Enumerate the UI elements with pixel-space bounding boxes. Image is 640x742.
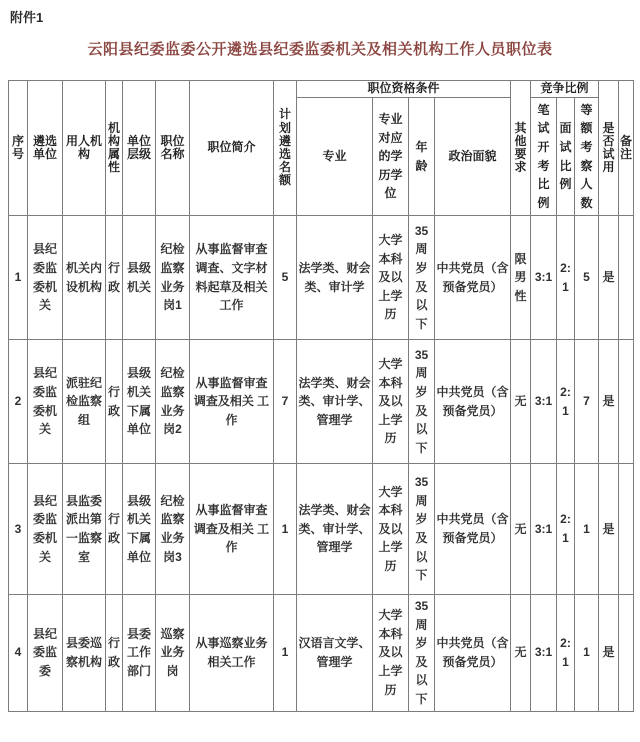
cell-seq: 4 (9, 595, 28, 712)
cell-org-attribute: 行政 (106, 216, 123, 340)
cell-age: 35周岁及以下 (409, 595, 435, 712)
cell-org-attribute: 行政 (106, 464, 123, 595)
cell-remark (619, 216, 634, 340)
col-header-employer-org: 用人机构 (63, 81, 106, 216)
cell-political-status: 中共党员（含预备党员） (435, 216, 511, 340)
cell-position-intro: 从事监督审查调查、文字材料起草及相关工作 (190, 216, 274, 340)
page-title: 云阳县纪委监委公开遴选县纪委监委机关及相关机构工作人员职位表 (87, 41, 553, 58)
table-row (9, 340, 634, 464)
cell-trial-period: 是 (599, 595, 619, 712)
table-header (9, 81, 634, 216)
cell-employer-org: 县监委派出第一监察室 (63, 464, 106, 595)
cell-written-exam-ratio: 3:1 (531, 464, 557, 595)
cell-interview-ratio: 2:1 (557, 340, 575, 464)
cell-degree: 大学本科及以上学历 (373, 595, 409, 712)
cell-employer-org: 机关内设机构 (63, 216, 106, 340)
col-header-other-requirement: 其他要求 (511, 81, 531, 216)
cell-plan-quota: 1 (274, 464, 297, 595)
col-header-trial-period: 是否试用 (599, 81, 619, 216)
col-header-seq: 序号 (9, 81, 28, 216)
cell-age: 35周岁及以下 (409, 216, 435, 340)
cell-other-requirement: 无 (511, 595, 531, 712)
cell-unit-level: 县级机关下属单位 (123, 464, 156, 595)
col-header-selection-unit: 遴选单位 (28, 81, 63, 216)
cell-org-attribute: 行政 (106, 595, 123, 712)
cell-plan-quota: 1 (274, 595, 297, 712)
cell-trial-period: 是 (599, 340, 619, 464)
col-header-position-name: 职位名称 (156, 81, 190, 216)
col-header-degree: 专业对应的学历学位 (373, 98, 409, 216)
table-row (9, 464, 634, 595)
cell-unit-level: 县委工作部门 (123, 595, 156, 712)
col-header-remark: 备注 (619, 81, 634, 216)
header-row-top (9, 81, 634, 98)
cell-employer-org: 派驻纪检监察组 (63, 340, 106, 464)
cell-org-attribute: 行政 (106, 340, 123, 464)
attachment-label: 附件1 (10, 10, 44, 25)
cell-interview-ratio: 2:1 (557, 216, 575, 340)
col-header-inspection-count: 等额考察人数 (575, 98, 599, 216)
cell-remark (619, 464, 634, 595)
cell-position-intro: 从事监督审查调查及相关 工作 (190, 464, 274, 595)
qualification-group-header: 职位资格条件 (297, 81, 511, 98)
cell-interview-ratio: 2:1 (557, 595, 575, 712)
col-header-org-attribute: 机构属性 (106, 81, 123, 216)
cell-position-name: 纪检监察业务岗3 (156, 464, 190, 595)
col-header-interview-ratio: 面试比例 (557, 98, 575, 216)
cell-other-requirement: 限男性 (511, 216, 531, 340)
cell-written-exam-ratio: 3:1 (531, 216, 557, 340)
cell-written-exam-ratio: 3:1 (531, 595, 557, 712)
cell-major: 法学类、财会类、审计学、管理学 (297, 340, 373, 464)
cell-inspection-count: 7 (575, 340, 599, 464)
cell-degree: 大学本科及以上学历 (373, 464, 409, 595)
col-header-position-intro: 职位简介 (190, 81, 274, 216)
cell-position-name: 巡察业务岗 (156, 595, 190, 712)
col-header-age: 年龄 (409, 98, 435, 216)
cell-unit-level: 县级机关下属单位 (123, 340, 156, 464)
col-header-plan-quota: 计划遴选名额 (274, 81, 297, 216)
cell-selection-unit: 县纪委监委机关 (28, 216, 63, 340)
cell-selection-unit: 县纪委监委 (28, 595, 63, 712)
cell-remark (619, 595, 634, 712)
table-body (9, 216, 634, 712)
cell-written-exam-ratio: 3:1 (531, 340, 557, 464)
cell-interview-ratio: 2:1 (557, 464, 575, 595)
cell-position-intro: 从事监督审查调查及相关 工作 (190, 340, 274, 464)
cell-plan-quota: 7 (274, 340, 297, 464)
cell-political-status: 中共党员（含预备党员） (435, 464, 511, 595)
cell-inspection-count: 1 (575, 464, 599, 595)
col-header-major: 专业 (297, 98, 373, 216)
cell-inspection-count: 1 (575, 595, 599, 712)
cell-trial-period: 是 (599, 216, 619, 340)
table-row (9, 595, 634, 712)
cell-unit-level: 县级机关 (123, 216, 156, 340)
cell-inspection-count: 5 (575, 216, 599, 340)
cell-remark (619, 340, 634, 464)
cell-political-status: 中共党员（含预备党员） (435, 340, 511, 464)
cell-age: 35周岁及以下 (409, 340, 435, 464)
col-header-political-status: 政治面貌 (435, 98, 511, 216)
position-table (8, 80, 634, 712)
col-header-written-exam-ratio: 笔试开考比例 (531, 98, 557, 216)
cell-selection-unit: 县纪委监委机关 (28, 340, 63, 464)
table-row (9, 216, 634, 340)
cell-position-name: 纪检监察业务岗1 (156, 216, 190, 340)
col-header-unit-level: 单位层级 (123, 81, 156, 216)
cell-other-requirement: 无 (511, 340, 531, 464)
cell-trial-period: 是 (599, 464, 619, 595)
cell-position-name: 纪检监察业务岗2 (156, 340, 190, 464)
cell-seq: 1 (9, 216, 28, 340)
cell-plan-quota: 5 (274, 216, 297, 340)
cell-political-status: 中共党员（含预备党员） (435, 595, 511, 712)
cell-major: 汉语言文学、管理学 (297, 595, 373, 712)
competition-group-header: 竞争比例 (531, 81, 599, 98)
cell-seq: 3 (9, 464, 28, 595)
cell-degree: 大学本科及以上学历 (373, 216, 409, 340)
cell-position-intro: 从事巡察业务相关工作 (190, 595, 274, 712)
cell-major: 法学类、财会类、审计学 (297, 216, 373, 340)
cell-selection-unit: 县纪委监委机关 (28, 464, 63, 595)
cell-degree: 大学本科及以上学历 (373, 340, 409, 464)
cell-other-requirement: 无 (511, 464, 531, 595)
cell-major: 法学类、财会类、审计学、管理学 (297, 464, 373, 595)
cell-employer-org: 县委巡察机构 (63, 595, 106, 712)
cell-seq: 2 (9, 340, 28, 464)
cell-age: 35周岁及以下 (409, 464, 435, 595)
